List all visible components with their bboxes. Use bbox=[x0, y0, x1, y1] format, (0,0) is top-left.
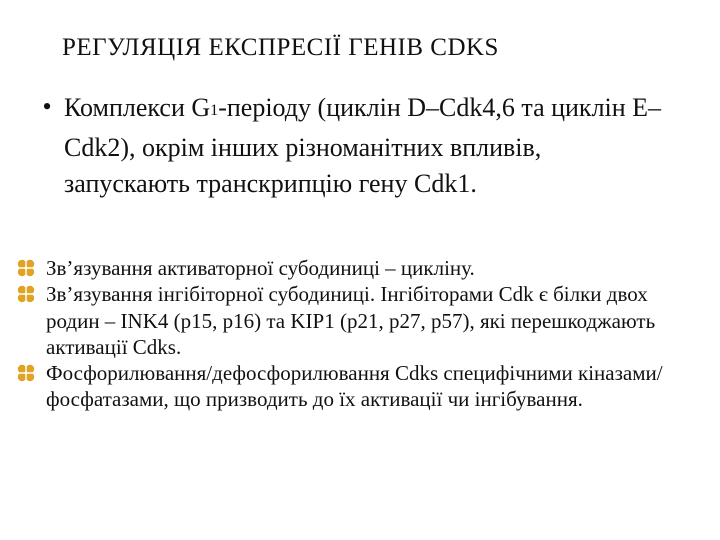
main-text-part-2: -періоду (циклін D–Cdk4,6 та циклін E–Cdk2), окрім інших різноманітних впливів, запускають транскрипцію гену Cdk1. bbox=[64, 93, 662, 199]
main-text-part-1: Комплекси G bbox=[64, 93, 211, 122]
slide-title: РЕГУЛЯЦІЯ ЕКСПРЕСІЇ ГЕНІВ CDKS bbox=[62, 34, 499, 61]
clover-icon bbox=[17, 281, 37, 307]
main-text-subscript: 1 bbox=[210, 102, 219, 120]
clover-icon bbox=[17, 255, 37, 281]
list-item-text: Зв’язування інгібіторної субодиниці. Інгібіторами Cdk є білки двох родин – INK4 (p15, p16) та KIP1 (p21, p27, p57), які перешкоджають активації Cdks. bbox=[46, 282, 656, 359]
list-item-text: Фосфорилювання/дефосфорилювання Cdks специфічними кіназами/фосфатазами, що призводить до їх активації чи інгібування. bbox=[46, 361, 663, 412]
list-item bbox=[17, 281, 677, 360]
mechanism-list bbox=[17, 255, 677, 413]
list-item bbox=[17, 360, 677, 413]
list-item-text: Зв’язування активаторної субодиниці – цикліну. bbox=[46, 256, 475, 280]
list-item bbox=[17, 255, 677, 281]
clover-icon bbox=[17, 360, 37, 386]
main-bullet bbox=[30, 90, 670, 203]
bullet-dot: • bbox=[42, 92, 52, 121]
main-bullet-text bbox=[64, 90, 670, 203]
